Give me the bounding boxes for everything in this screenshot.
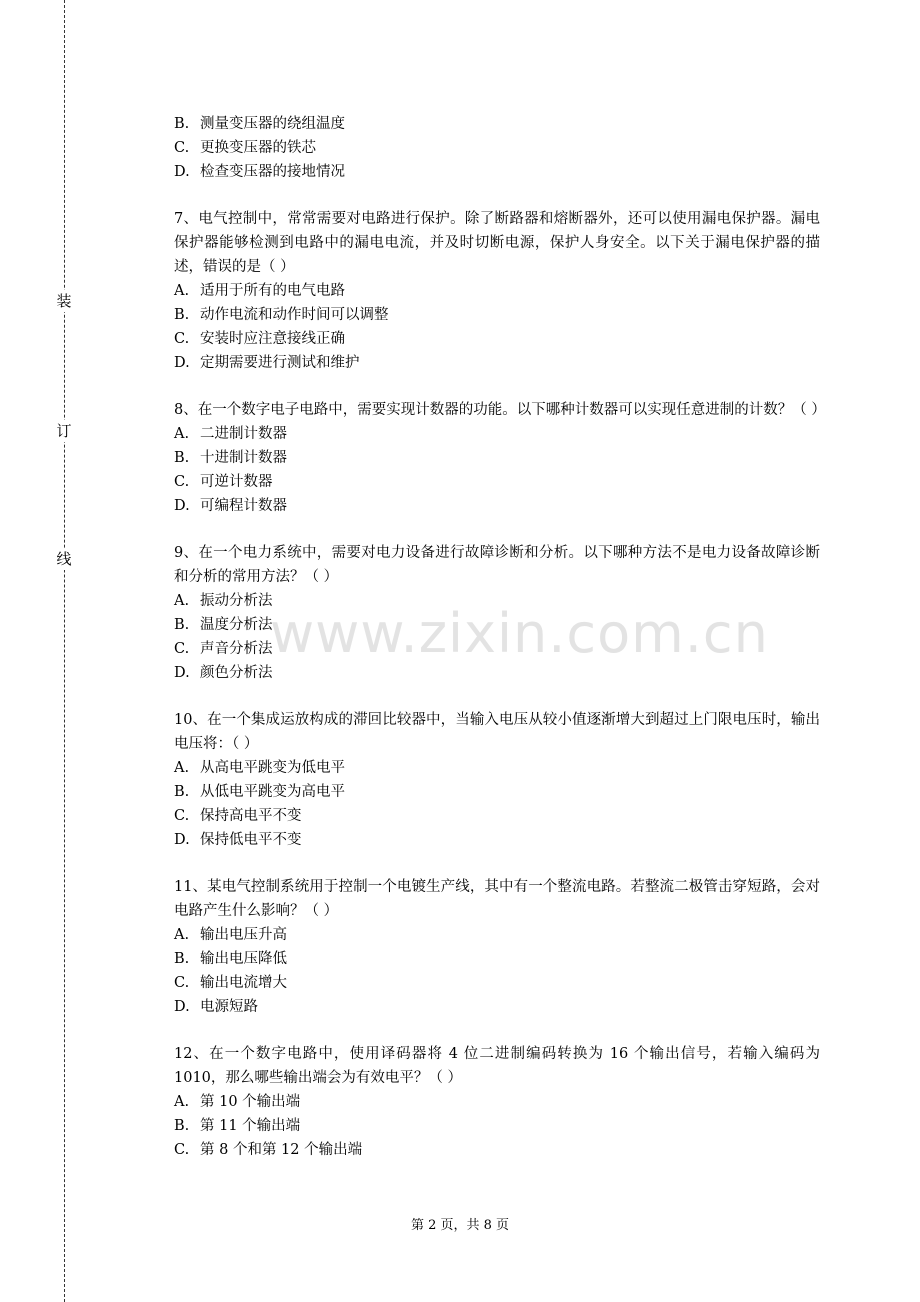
option: D. 定期需要进行测试和维护 [174, 355, 360, 371]
option: D. 颜色分析法 [174, 665, 273, 681]
option: C. 更换变压器的铁芯 [174, 140, 316, 156]
option: A. 第 10 个输出端 [174, 1094, 301, 1110]
option: B. 温度分析法 [174, 617, 273, 633]
option: B. 输出电压降低 [174, 951, 287, 967]
option: A. 振动分析法 [174, 593, 273, 609]
option: C. 安装时应注意接线正确 [174, 331, 345, 347]
page-footer: 第 2 页，共 8 页 [410, 1218, 510, 1233]
question-stem: 12、在一个数字电路中，使用译码器将 4 位二进制编码转换为 16 个输出信号，若输入编码为 1010，那么哪些输出端会为有效电平？（ ） [174, 1046, 820, 1086]
option: C. 输出电流增大 [174, 975, 287, 991]
option: A. 输出电压升高 [174, 927, 287, 943]
option: A. 适用于所有的电气电路 [174, 283, 345, 299]
option: D. 检查变压器的接地情况 [174, 164, 345, 180]
option: D. 可编程计数器 [174, 498, 287, 514]
continued-options [174, 112, 820, 184]
watermark: www.zixin.com.cn [270, 602, 769, 665]
question-9 [174, 541, 820, 685]
option: A. 二进制计数器 [174, 426, 287, 442]
binding-mark-zhuang: 装 [54, 290, 74, 312]
question-stem: 8、在一个数字电子电路中，需要实现计数器的功能。以下哪种计数器可以实现任意进制的计数？（ ） [174, 402, 826, 418]
option: B. 十进制计数器 [174, 450, 287, 466]
option: B. 测量变压器的绕组温度 [174, 116, 345, 132]
question-12 [174, 1042, 820, 1162]
question-stem: 11、某电气控制系统用于控制一个电镀生产线，其中有一个整流电路。若整流二极管击穿短路，会对电路产生什么影响？（ ） [174, 879, 820, 919]
binding-mark-ding: 订 [54, 420, 74, 442]
option: D. 电源短路 [174, 999, 258, 1015]
question-8 [174, 398, 826, 518]
option: C. 可逆计数器 [174, 474, 273, 490]
option: B. 动作电流和动作时间可以调整 [174, 307, 389, 323]
option: B. 第 11 个输出端 [174, 1118, 301, 1134]
binding-mark-xian: 线 [54, 548, 74, 570]
binding-dashed-line [64, 0, 65, 1302]
option: C. 第 8 个和第 12 个输出端 [174, 1142, 363, 1158]
question-11 [174, 875, 820, 1019]
option: D. 保持低电平不变 [174, 832, 302, 848]
question-stem: 10、在一个集成运放构成的滞回比较器中，当输入电压从较小值逐渐增大到超过上门限电压时，输出电压将：（ ） [174, 712, 820, 752]
question-10 [174, 708, 820, 852]
question-stem: 7、电气控制中，常常需要对电路进行保护。除了断路器和熔断器外，还可以使用漏电保护器。漏电保护器能够检测到电路中的漏电电流，并及时切断电源，保护人身安全。以下关于漏电保护器的描述，错误的是（ ） [174, 211, 820, 275]
question-content [174, 112, 826, 1162]
option: C. 声音分析法 [174, 641, 273, 657]
option: A. 从高电平跳变为低电平 [174, 760, 345, 776]
question-7 [174, 207, 820, 375]
option: C. 保持高电平不变 [174, 808, 302, 824]
option: B. 从低电平跳变为高电平 [174, 784, 345, 800]
question-stem: 9、在一个电力系统中，需要对电力设备进行故障诊断和分析。以下哪种方法不是电力设备故障诊断和分析的常用方法？（ ） [174, 545, 820, 585]
